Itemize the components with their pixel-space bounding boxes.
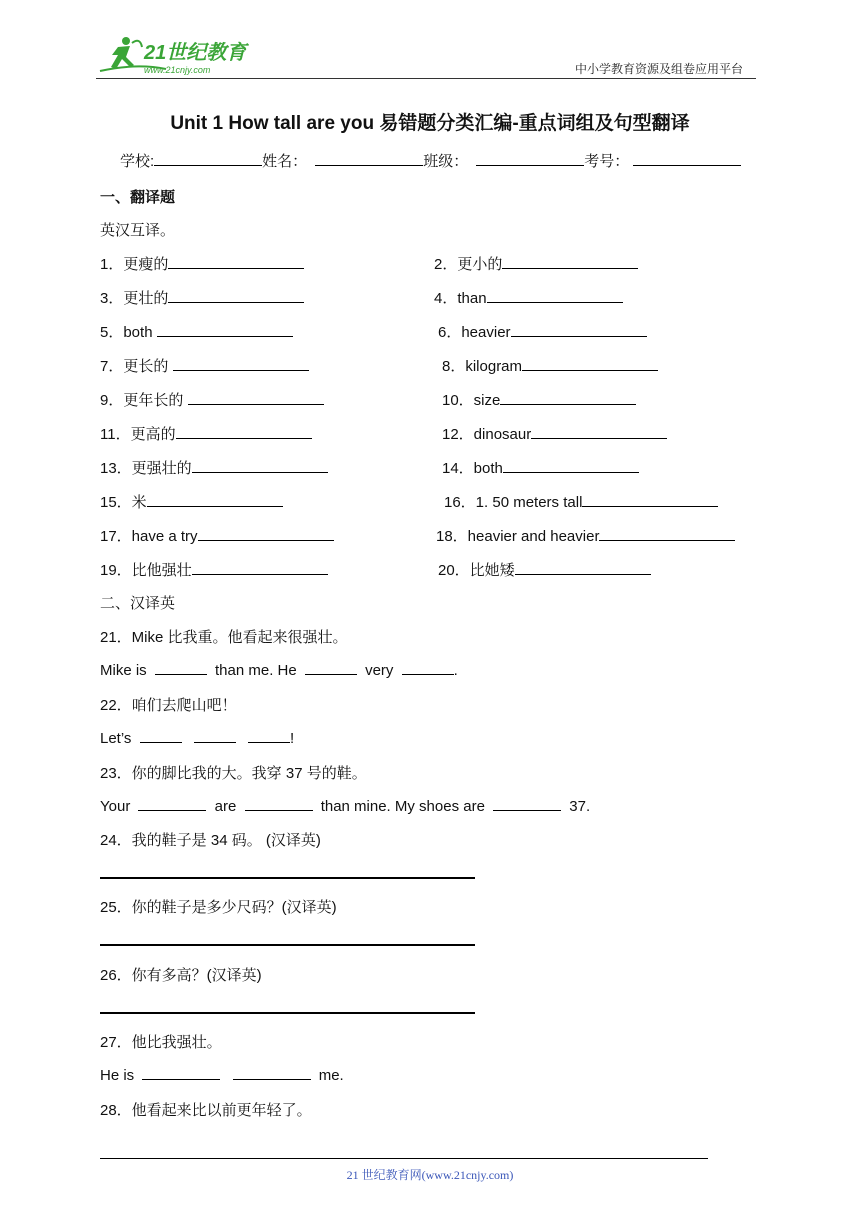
q21-text-3: very: [365, 662, 394, 679]
q22-blank-1[interactable]: [140, 728, 182, 743]
q22-blank-2[interactable]: [194, 728, 236, 743]
vocab-item: [100, 389, 324, 410]
vocab-answer-blank[interactable]: [582, 492, 718, 507]
vocab-item-label: 12．dinosaur: [442, 426, 532, 443]
vocab-answer-blank[interactable]: [515, 560, 651, 575]
q23-answer: [100, 796, 590, 815]
vocab-item-label: 4．than: [434, 290, 487, 307]
q24-prompt: 24．我的鞋子是 34 码。 (汉译英): [100, 832, 321, 849]
header-divider: [96, 78, 756, 79]
vocab-item-label: 10．size: [442, 392, 501, 409]
site-logo: [96, 33, 256, 77]
q23-blank-3[interactable]: [493, 796, 561, 811]
vocab-item: [100, 253, 304, 274]
vocab-answer-blank[interactable]: [522, 356, 658, 371]
q21-blank-2[interactable]: [305, 660, 357, 675]
q23-text-4: 37.: [569, 798, 591, 815]
vocab-answer-blank[interactable]: [192, 560, 328, 575]
vocab-item: [442, 457, 639, 478]
q27-text-2: me.: [318, 1067, 344, 1084]
runner-logo-icon: [96, 33, 256, 77]
q27-text-1: He is: [100, 1067, 135, 1084]
vocab-item-label: 15．米: [100, 494, 147, 511]
class-label: 班级：: [423, 153, 469, 170]
q23-blank-2[interactable]: [245, 796, 313, 811]
vocab-answer-blank[interactable]: [599, 526, 735, 541]
class-blank[interactable]: [476, 151, 584, 166]
q25-answer-line[interactable]: [100, 944, 475, 946]
vocab-item-label: 18．heavier and heavier: [436, 528, 600, 545]
vocab-answer-blank[interactable]: [487, 288, 623, 303]
vocab-item-label: 14．both: [442, 460, 503, 477]
q21-text-2: than me. He: [215, 662, 297, 679]
q23-prompt: 23．你的脚比我的大。我穿 37 号的鞋。: [100, 765, 367, 782]
platform-label: 中小学教育资源及组卷应用平台: [575, 62, 744, 76]
vocab-answer-blank[interactable]: [502, 254, 638, 269]
vocab-answer-blank[interactable]: [168, 288, 304, 303]
vocab-item-label: 13．更强壮的: [100, 460, 192, 477]
vocab-item-label: 20．比她矮: [438, 562, 515, 579]
q27-prompt: 27．他比我强壮。: [100, 1034, 222, 1051]
vocab-item: [100, 423, 312, 444]
vocab-item: [434, 287, 623, 308]
q22-text-1: Let’s: [100, 730, 132, 747]
section1-instruction: 英汉互译。: [100, 222, 176, 239]
vocab-answer-blank[interactable]: [147, 492, 283, 507]
school-blank[interactable]: [154, 151, 262, 166]
q21-blank-1[interactable]: [155, 660, 207, 675]
q28-prompt: 28．他看起来比以前更年轻了。: [100, 1102, 312, 1119]
exam-no-label: 考号：: [584, 153, 630, 170]
q22-text-2: !: [289, 730, 295, 747]
school-label: 学校:: [120, 153, 155, 170]
vocab-item-label: 9．更年长的: [100, 392, 188, 409]
vocab-answer-blank[interactable]: [192, 458, 328, 473]
q21-text-4: .: [453, 662, 458, 679]
vocab-answer-blank[interactable]: [511, 322, 647, 337]
q22-prompt: 22．咱们去爬山吧！: [100, 697, 237, 714]
q22-answer: [100, 728, 294, 747]
vocab-item-label: 1．更瘦的: [100, 256, 169, 273]
vocab-item: [100, 321, 293, 342]
student-info-line: [120, 150, 741, 171]
vocab-item-label: 5．both: [100, 324, 157, 341]
vocab-item: [442, 423, 667, 444]
q26-answer-line[interactable]: [100, 1012, 475, 1014]
q23-text-3: than mine. My shoes are: [320, 798, 485, 815]
section2-heading: 二、汉译英: [100, 595, 176, 612]
q21-text-1: Mike is: [100, 662, 147, 679]
vocab-item: [438, 321, 647, 342]
page-title: Unit 1 How tall are you 易错题分类汇编-重点词组及句型翻译: [170, 113, 690, 134]
vocab-item: [100, 287, 304, 308]
vocab-answer-blank[interactable]: [531, 424, 667, 439]
vocab-answer-blank[interactable]: [173, 356, 309, 371]
exam-no-blank[interactable]: [633, 151, 741, 166]
vocab-item-label: 6．heavier: [438, 324, 511, 341]
vocab-item: [100, 491, 283, 512]
q22-blank-3[interactable]: [248, 728, 290, 743]
vocab-item-label: 3．更壮的: [100, 290, 169, 307]
q21-blank-3[interactable]: [402, 660, 454, 675]
vocab-item-label: 7．更长的: [100, 358, 173, 375]
vocab-answer-blank[interactable]: [168, 254, 304, 269]
footer-text: 21 世纪教育网(www.21cnjy.com): [346, 1168, 514, 1182]
vocab-answer-blank[interactable]: [176, 424, 312, 439]
vocab-item: [442, 355, 658, 376]
vocab-item: [100, 457, 328, 478]
q23-text-2: are: [214, 798, 237, 815]
footer-divider: [100, 1158, 708, 1159]
name-label: 姓名：: [262, 153, 308, 170]
logo-text: 21世纪教育: [144, 42, 247, 64]
vocab-item-label: 8．kilogram: [442, 358, 523, 375]
q27-answer: [100, 1065, 344, 1084]
q26-prompt: 26．你有多高？(汉译英): [100, 967, 262, 984]
q25-prompt: 25．你的鞋子是多少尺码？(汉译英): [100, 899, 337, 916]
q21-prompt: 21．Mike 比我重。他看起来很强壮。: [100, 629, 348, 646]
vocab-answer-blank[interactable]: [503, 458, 639, 473]
vocab-item-label: 19．比他强壮: [100, 562, 192, 579]
section1-heading: 一、翻译题: [100, 189, 176, 206]
vocab-item-label: 11．更高的: [100, 426, 176, 443]
vocab-answer-blank[interactable]: [157, 322, 293, 337]
q23-blank-1[interactable]: [138, 796, 206, 811]
vocab-item: [438, 559, 651, 580]
vocab-item: [100, 559, 328, 580]
vocab-item: [434, 253, 638, 274]
vocab-item: [436, 525, 735, 546]
q23-text-1: Your: [100, 798, 131, 815]
vocab-item: [100, 355, 309, 376]
q21-answer: [100, 660, 458, 679]
vocab-item: [442, 389, 636, 410]
logo-url: www.21cnjy.com: [144, 65, 211, 75]
name-blank[interactable]: [315, 151, 423, 166]
vocab-item: [444, 491, 718, 512]
q27-blank-1[interactable]: [142, 1065, 220, 1080]
vocab-item-label: 17．have a try: [100, 528, 198, 545]
vocab-item: [100, 525, 334, 546]
vocab-item-label: 2．更小的: [434, 256, 503, 273]
q24-answer-line[interactable]: [100, 877, 475, 879]
vocab-answer-blank[interactable]: [198, 526, 334, 541]
vocab-answer-blank[interactable]: [500, 390, 636, 405]
vocab-answer-blank[interactable]: [188, 390, 324, 405]
q27-blank-2[interactable]: [233, 1065, 311, 1080]
vocab-item-label: 16．1. 50 meters tall: [444, 494, 583, 511]
